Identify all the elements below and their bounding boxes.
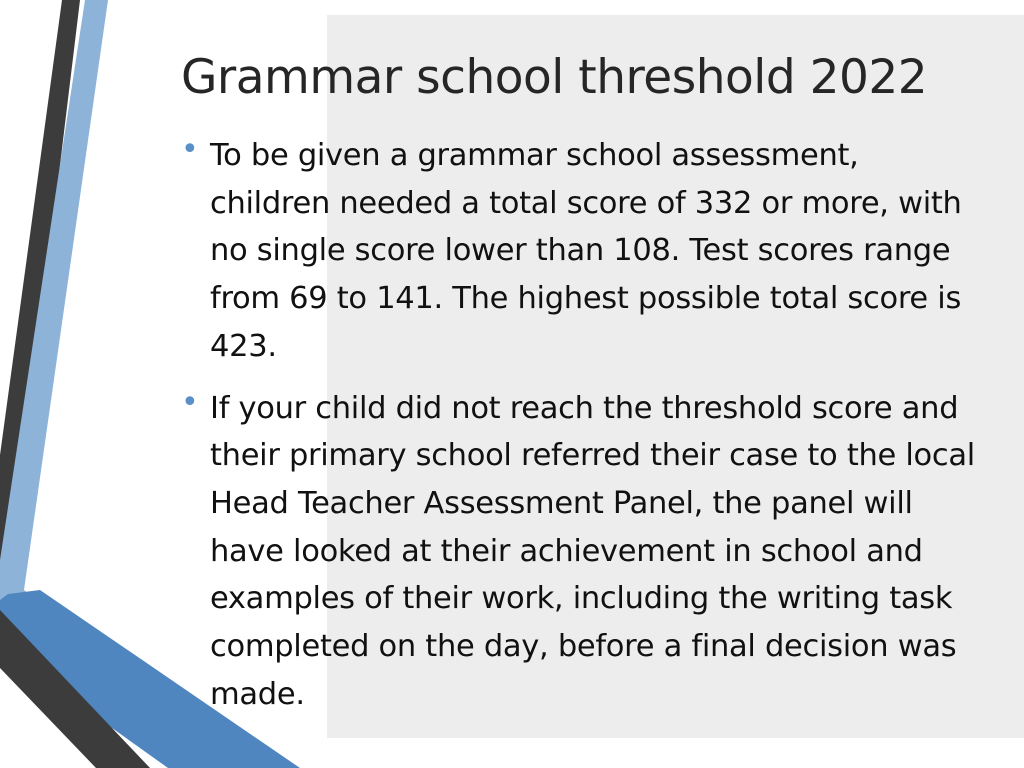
bullet-item — [181, 385, 981, 719]
bullet-text: If your child did not reach the threshold score and their primary school referred their case to the local Head Teacher Assessment Panel, the panel will have looked at their achievement in school and examples of their work, including the writing task completed on the day, before a final decision was made. — [210, 390, 975, 712]
bullet-marker-icon: • — [181, 132, 199, 167]
bullet-item — [181, 132, 981, 371]
slide-title: Grammar school threshold 2022 — [181, 50, 928, 105]
bullet-marker-icon: • — [181, 384, 199, 420]
bullet-text: To be given a grammar school assessment, children needed a total score of 332 or more, with no single score lower than 108. Test scores range from 69 to 141. The highest possible total score is 423. — [210, 138, 962, 364]
bullet-list — [181, 132, 981, 732]
